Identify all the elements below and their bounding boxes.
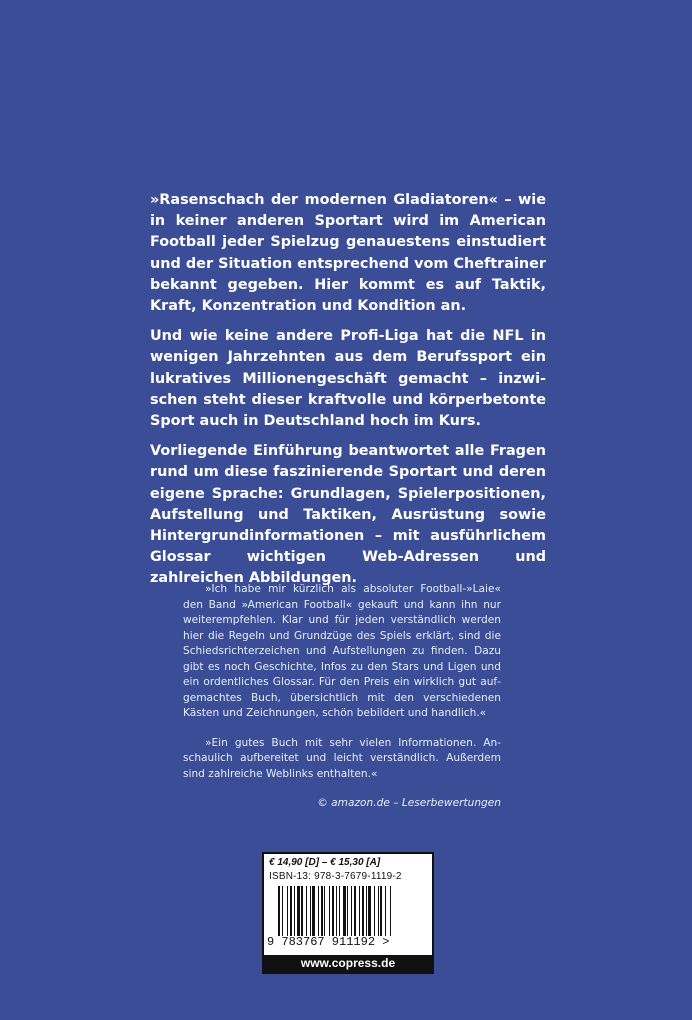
reader-reviews <box>183 582 501 826</box>
price-label: € 14,90 [D] – € 15,30 [A] <box>269 857 381 868</box>
isbn-label: ISBN-13: 978-3-7679-1119-2 <box>269 871 402 882</box>
publisher-url: www.copress.de <box>264 955 432 972</box>
barcode-digits: 9 783767 911192 > <box>267 935 390 949</box>
review-source: © amazon.de – Leserbewertungen <box>317 797 501 809</box>
barcode-box <box>262 852 434 974</box>
review-2: »Ein gutes Buch mit sehr vielen Informationen. Anschaulich aufbereitet und leicht verständlich. Außerdem sind zahlreiche Weblinks enthalten.« <box>183 736 501 780</box>
blurb-paragraph-2: Und wie keine andere Profi-Liga hat die NFL in wenigen Jahrzehnten aus dem Berufssport ein lukratives Millionengeschäft gemacht – inzwischen steht dieser kraftvolle und körperbetonte Sport auch in Deutschland hoch im Kurs. <box>150 328 546 430</box>
review-1: »Ich habe mir kürzlich als absoluter Football-»Laie« den Band »American Football« gekauft und kann ihn nur weiterempfehlen. Klar und für jeden verständlich werden hier die Regeln und Grundzüge des Spiels erklärt, sind die Schiedsrichterzeichen und Aufstellungen zu finden. Dazu gibt es noch Geschichte, Infos zu den Stars und Ligen und ein ordentliches Glossar. Für den Preis ein wirklich gut aufgemachtes Buch, übersichtlich mit den verschiedenen Kästen und Zeichnungen, schön bebildert und handlich.« <box>183 583 501 719</box>
blurb-paragraph-3: Vorliegende Einführung beantwortet alle Fragen rund um diese faszinierende Sportart und deren eigene Sprache: Grundlagen, Spielerpositionen, Aufstellung und Taktiken, Ausrüstung sowie Hintergrundinformationen – mit ausführlichem Glossar wichtigen Web-Adressen und zahlreichen Abbildungen. <box>150 443 546 587</box>
back-cover-blurb <box>150 190 546 599</box>
barcode-icon <box>278 886 418 936</box>
blurb-paragraph-1: »Rasenschach der modernen Gladiatoren« – wie in keiner anderen Sportart wird im American Football jeder Spielzug genauestens einstudiert und der Situation entsprechend vom Cheftrainer bekannt gegeben. Hier kommt es auf Taktik, Kraft, Konzentration und Kondition an. <box>150 192 546 315</box>
